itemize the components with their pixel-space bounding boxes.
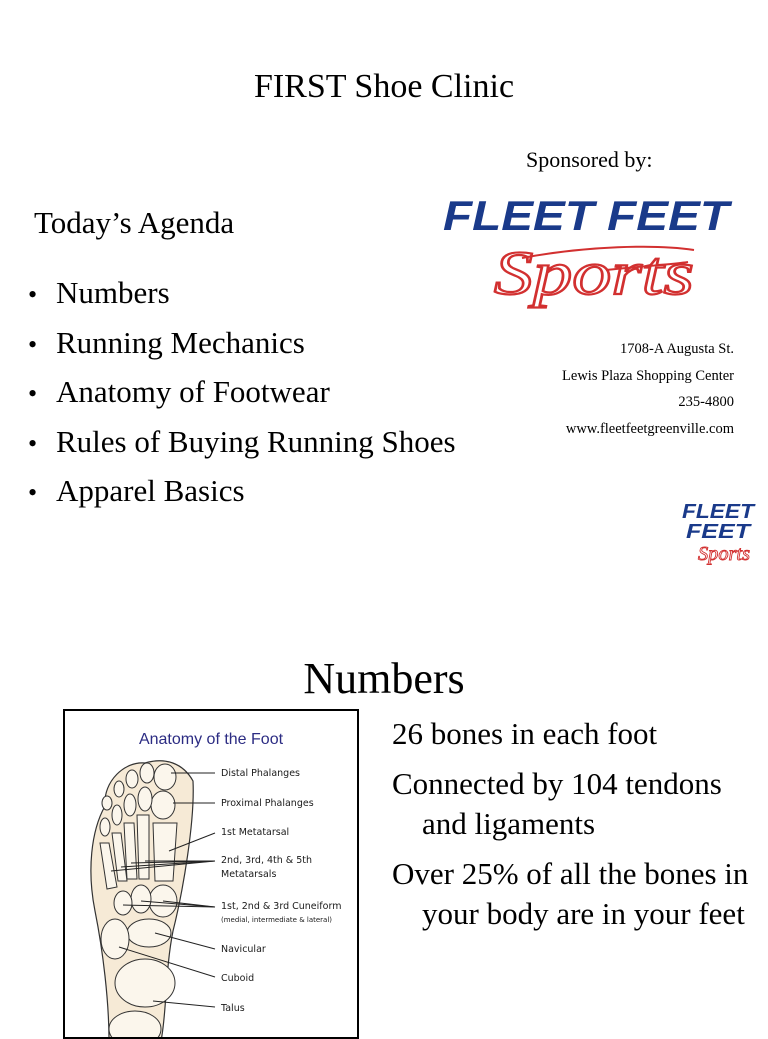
foot-anatomy-diagram <box>63 709 359 1039</box>
slide-title: FIRST Shoe Clinic <box>253 68 515 105</box>
label-metatarsals-line2: Metatarsals <box>221 869 277 880</box>
bullet-icon: • <box>28 329 38 359</box>
agenda-item <box>28 268 456 318</box>
agenda-list <box>28 268 456 516</box>
bullet-icon: • <box>28 379 38 409</box>
agenda-item <box>28 318 456 368</box>
address-website: www.fleetfeetgreenville.com <box>565 420 734 437</box>
fact-item: Over 25% of all the bones in your body are in your feet <box>392 855 749 931</box>
foot-facts <box>392 714 764 944</box>
fleet-feet-logo <box>436 190 736 312</box>
store-address <box>562 336 734 442</box>
address-street: 1708-A Augusta St. <box>620 341 734 357</box>
fact-item: Connected by 104 tendons and ligaments <box>392 765 722 841</box>
agenda-item-label: Running Mechanics <box>56 324 305 360</box>
small-logo-line1: FLEET <box>682 501 757 523</box>
label-cuneiform-line1: 1st, 2nd & 3rd Cuneiform <box>221 901 342 912</box>
label-cuboid: Cuboid <box>221 973 255 984</box>
agenda-item <box>28 417 456 467</box>
diagram-title: Anatomy of the Foot <box>138 731 284 748</box>
sponsored-by-label: Sponsored by: <box>526 147 653 172</box>
agenda-item <box>28 367 456 417</box>
bullet-icon: • <box>28 428 38 458</box>
agenda-item-label: Apparel Basics <box>56 473 245 509</box>
logo-wordmark: FLEET FEET <box>443 192 733 239</box>
label-first-metatarsal: 1st Metatarsal <box>221 827 290 838</box>
logo-script: Sports <box>494 240 694 308</box>
small-logo-script: Sports <box>698 543 751 565</box>
label-navicular: Navicular <box>221 944 266 955</box>
small-logo-line2: FEET <box>686 521 753 543</box>
bullet-icon: • <box>28 280 38 309</box>
label-proximal-phalanges: Proximal Phalanges <box>221 798 314 809</box>
agenda-item <box>28 466 456 516</box>
label-distal-phalanges: Distal Phalanges <box>221 768 300 779</box>
fact-item: 26 bones in each foot <box>392 716 658 751</box>
address-phone: 235-4800 <box>678 394 734 410</box>
label-metatarsals-line1: 2nd, 3rd, 4th & 5th <box>221 855 313 866</box>
agenda-item-label: Anatomy of Footwear <box>56 374 330 410</box>
agenda-heading: Today’s Agenda <box>34 205 235 240</box>
address-center: Lewis Plaza Shopping Center <box>562 367 734 384</box>
agenda-item-label: Rules of Buying Running Shoes <box>56 423 456 459</box>
agenda-item-label: Numbers <box>56 275 170 310</box>
bullet-icon: • <box>28 478 38 508</box>
numbers-heading: Numbers <box>303 654 465 703</box>
label-cuneiform-line2: (medial, intermediate & lateral) <box>221 916 333 924</box>
foot-skeleton-illustration <box>65 711 359 1039</box>
label-talus: Talus <box>221 1003 245 1014</box>
fleet-feet-small-logo <box>676 500 758 568</box>
